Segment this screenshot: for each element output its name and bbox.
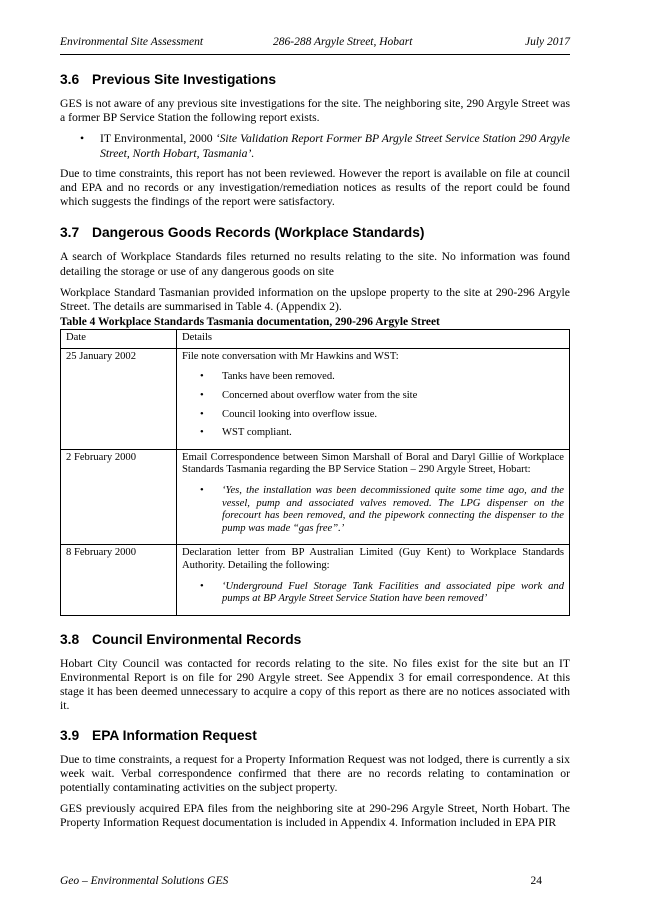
section-number: 3.6 bbox=[60, 72, 80, 87]
section-title: Council Environmental Records bbox=[92, 631, 302, 647]
table-row bbox=[61, 348, 570, 449]
page-number: 24 bbox=[530, 875, 542, 887]
paragraph: Workplace Standard Tasmanian provided information on the upslope property to the site at 290-296 Argyle Street. The details are summarised in Table 4. (Appendix 2). bbox=[60, 285, 570, 314]
column-header-date: Date bbox=[61, 330, 177, 349]
list-item bbox=[60, 132, 570, 160]
paragraph: GES is not aware of any previous site investigations for the site. The neighboring site, 290 Argyle Street was a former BP Service Station the following report exists. bbox=[60, 97, 570, 125]
section-title: Dangerous Goods Records (Workplace Standards) bbox=[92, 225, 425, 241]
page-footer bbox=[60, 875, 570, 891]
list-item-text: Tanks have been removed. bbox=[222, 371, 335, 383]
date-cell: 25 January 2002 bbox=[61, 348, 177, 449]
list-item-text: Concerned about overflow water from the site bbox=[222, 390, 418, 402]
bullet: • bbox=[80, 132, 85, 146]
section-heading-3-9 bbox=[60, 728, 570, 743]
table-row bbox=[61, 449, 570, 545]
paragraph: GES previously acquired EPA files from the neighboring site at 290-296 Argyle Street, North Hobart. The Property Information Request documentation is included in Appendix 4. Information included in EPA PIR bbox=[60, 802, 570, 830]
details-list bbox=[182, 371, 564, 439]
list-item-text: WST compliant. bbox=[222, 427, 292, 439]
bullet: • bbox=[200, 580, 204, 592]
table-header-row bbox=[61, 330, 570, 349]
details-list bbox=[182, 485, 564, 535]
date-cell: 2 February 2000 bbox=[61, 449, 177, 545]
column-header-details: Details bbox=[177, 330, 570, 349]
table-caption: Table 4 Workplace Standards Tasmania documentation, 290-296 Argyle Street bbox=[60, 316, 440, 329]
section-number: 3.9 bbox=[60, 727, 80, 743]
header-left: Environmental Site Assessment bbox=[60, 36, 204, 48]
paragraph: Due to time constraints, this report has not been reviewed. However the report is available on file at council and EPA and no records or any investigation/remediation notices as results of the report could be found which suggests the findings of the report were satisfactory. bbox=[60, 166, 570, 209]
documentation-table bbox=[60, 329, 570, 616]
details-cell bbox=[177, 545, 570, 615]
section-title: EPA Information Request bbox=[92, 727, 257, 743]
section-heading-3-6 bbox=[60, 72, 570, 87]
list-item bbox=[182, 371, 564, 384]
list-item-text: IT Environmental, 2000 bbox=[100, 132, 216, 146]
paragraph: Hobart City Council was contacted for records relating to the site. No files exist for the site but an IT Environmental Report is on file for 290 Argyle street. See Appendix 3 for email correspondence. At this stage it has been deemed unnecessary to acquire a copy of this report as there are no notices associated with it. bbox=[60, 656, 570, 713]
list-item bbox=[182, 409, 564, 422]
section-number: 3.7 bbox=[60, 225, 80, 241]
details-list bbox=[182, 581, 564, 606]
paragraph: Due to time constraints, a request for a Property Information Request was not lodged, there is currently a six week wait. Verbal correspondence confirmed that there are no records relating to contamination or potentially contaminating activities on the subject property. bbox=[60, 752, 570, 794]
details-cell bbox=[177, 348, 570, 449]
page-content bbox=[60, 72, 570, 838]
section-title: Previous Site Investigations bbox=[92, 72, 277, 87]
quoted-text: ‘Underground Fuel Storage Tank Facilities and associated pipe work and pumps at BP Argyle Street Service Station have been removed’ bbox=[222, 580, 564, 605]
report-title: ‘Site Validation Report Former BP Argyle Street Service Station 290 Argyle Street, North Hobart, Tasmania’. bbox=[100, 132, 570, 160]
section-number: 3.8 bbox=[60, 631, 80, 647]
page-header bbox=[60, 36, 570, 52]
footer-left: Geo – Environmental Solutions GES bbox=[60, 875, 229, 887]
date-cell: 8 February 2000 bbox=[61, 545, 177, 615]
paragraph: A search of Workplace Standards files returned no results relating to the site. No information was found detailing the storage or use of any dangerous goods on site bbox=[60, 250, 570, 278]
bullet: • bbox=[200, 371, 204, 383]
list-item bbox=[182, 427, 564, 440]
list-item-text: Council looking into overflow issue. bbox=[222, 408, 378, 420]
bullet: • bbox=[200, 427, 204, 439]
details-intro: File note conversation with Mr Hawkins and WST: bbox=[182, 350, 399, 362]
details-cell bbox=[177, 449, 570, 545]
section-heading-3-8 bbox=[60, 632, 570, 647]
details-intro: Declaration letter from BP Australian Limited (Guy Kent) to Workplace Standards Authority. Detailing the following: bbox=[182, 547, 564, 571]
header-right: July 2017 bbox=[524, 36, 570, 48]
bullet: • bbox=[200, 408, 204, 420]
table-row bbox=[61, 545, 570, 615]
list-item bbox=[182, 390, 564, 403]
section-heading-3-7 bbox=[60, 225, 570, 240]
header-rule bbox=[60, 54, 570, 55]
list-item bbox=[182, 485, 564, 535]
bullet: • bbox=[200, 390, 204, 402]
quoted-text: ‘Yes, the installation was been decommissioned quite some time ago, and the vessel, pump and associated valves removed. The LPG dispenser on the forecourt has been removed, and the pipework connecting the dispenser to the pump was made “gas free”.’ bbox=[222, 484, 564, 534]
bullet: • bbox=[200, 484, 204, 496]
details-intro: Email Correspondence between Simon Marshall of Boral and Daryl Gillie of Workplace Standards Tasmania regarding the BP Service Station – 290 Argyle Street, Hobart: bbox=[182, 451, 564, 476]
header-center: 286-288 Argyle Street, Hobart bbox=[273, 36, 413, 48]
list-item bbox=[182, 581, 564, 606]
